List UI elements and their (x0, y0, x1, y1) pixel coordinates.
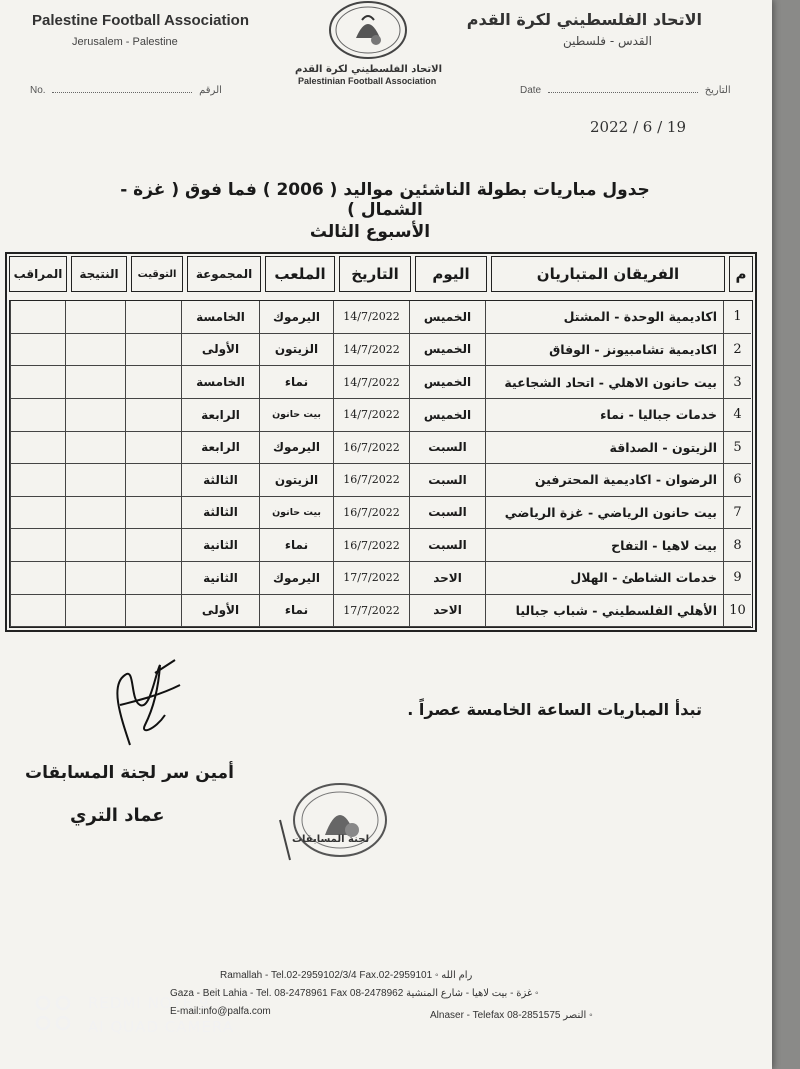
committee-stamp (270, 780, 400, 870)
cell-date: 16/7/2022 (333, 431, 409, 463)
header-teams: الفريقان المتباريان (491, 256, 725, 292)
cell-time (125, 431, 181, 463)
stamp-text: لجنة المسابقات (292, 834, 370, 845)
federation-logo (318, 0, 418, 60)
cell-venue: اليرموك (259, 562, 333, 594)
cell-teams: الزيتون - الصداقة (485, 431, 723, 463)
table-row (10, 366, 751, 399)
cell-observer (10, 464, 65, 496)
cell-num: 2 (723, 334, 751, 366)
cell-day: السبت (409, 497, 485, 529)
ref-number-label-en: No. (30, 85, 46, 96)
document-title: جدول مباريات بطولة الناشئين مواليد ( 2006 ) فما فوق ( غزة - الشمال ) (120, 180, 650, 220)
cell-teams: اكاديمية الوحدة - المشتل (485, 301, 723, 333)
cell-observer (10, 334, 65, 366)
cell-time (125, 594, 181, 626)
logo-caption-en: Palestinian Football Association (298, 76, 437, 86)
cell-time (125, 464, 181, 496)
cell-observer (10, 399, 65, 431)
cell-venue: بيت حانون (259, 399, 333, 431)
ref-number-field (30, 84, 222, 96)
header-date: التاريخ (339, 256, 411, 292)
cell-group: الخامسة (181, 366, 259, 398)
cell-date: 17/7/2022 (333, 562, 409, 594)
cell-time (125, 334, 181, 366)
camera-watermark-model: REDMI NOTE 9 (88, 994, 210, 1012)
cell-venue: اليرموك (259, 431, 333, 463)
cell-observer (10, 497, 65, 529)
table-row (10, 399, 751, 432)
cell-venue: بيت حانون (259, 497, 333, 529)
table-header-row (9, 256, 753, 296)
date-field (520, 84, 731, 96)
cell-day: الاحد (409, 562, 485, 594)
cell-observer (10, 529, 65, 561)
cell-venue: نماء (259, 529, 333, 561)
cell-time (125, 562, 181, 594)
cell-group: الثانية (181, 562, 259, 594)
cell-day: السبت (409, 464, 485, 496)
secretary-title: أمين سر لجنة المسابقات (25, 763, 234, 783)
cell-result (65, 594, 125, 626)
cell-day: السبت (409, 529, 485, 561)
cell-group: الثالثة (181, 464, 259, 496)
header-group: المجموعة (187, 256, 261, 292)
cell-venue: الزيتون (259, 334, 333, 366)
cell-observer (10, 431, 65, 463)
cell-date: 14/7/2022 (333, 399, 409, 431)
cell-teams: خدمات الشاطئ - الهلال (485, 562, 723, 594)
cell-observer (10, 366, 65, 398)
cell-group: الثانية (181, 529, 259, 561)
cell-result (65, 497, 125, 529)
table-row (10, 431, 751, 464)
org-name-en: Palestine Football Association (32, 12, 249, 29)
cell-group: الأولى (181, 594, 259, 626)
footer-email: E-mail:info@palfa.com (170, 1006, 271, 1017)
cell-day: الاحد (409, 594, 485, 626)
cell-teams: بيت حانون الرياضي - غزة الرياضي (485, 497, 723, 529)
cell-num: 9 (723, 562, 751, 594)
camera-watermark-icon (34, 994, 76, 1034)
cell-date: 16/7/2022 (333, 497, 409, 529)
week-label: الأسبوع الثالث (309, 222, 431, 242)
ref-number-label-ar: الرقم (199, 85, 222, 96)
schedule-table-body (9, 300, 753, 628)
cell-teams: بيت لاهيا - التفاح (485, 529, 723, 561)
cell-num: 10 (723, 594, 751, 626)
cell-day: الخميس (409, 366, 485, 398)
cell-num: 1 (723, 301, 751, 333)
cell-num: 5 (723, 431, 751, 463)
cell-time (125, 399, 181, 431)
cell-result (65, 431, 125, 463)
cell-observer (10, 562, 65, 594)
cell-group: الرابعة (181, 399, 259, 431)
cell-venue: نماء (259, 594, 333, 626)
org-city-en: Jerusalem - Palestine (72, 36, 178, 48)
cell-teams: الأهلي الفلسطيني - شباب جباليا (485, 594, 723, 626)
cell-date: 14/7/2022 (333, 334, 409, 366)
cell-num: 6 (723, 464, 751, 496)
table-row (10, 301, 751, 334)
cell-result (65, 334, 125, 366)
table-row (10, 334, 751, 367)
document-date: 2022 / 6 / 19 (590, 118, 686, 136)
cell-teams: بيت حانون الاهلي - اتحاد الشجاعية (485, 366, 723, 398)
cell-date: 14/7/2022 (333, 366, 409, 398)
footer-alnaser: Alnaser - Telefax 08-2851575 النصر ◦ (430, 1010, 593, 1021)
date-label-en: Date (520, 85, 542, 96)
cell-date: 17/7/2022 (333, 594, 409, 626)
cell-result (65, 366, 125, 398)
logo-caption-ar: الاتحاد الفلسطيني لكرة القدم (295, 64, 443, 75)
secretary-name: عماد التري (70, 805, 165, 826)
cell-venue: اليرموك (259, 301, 333, 333)
cell-group: الخامسة (181, 301, 259, 333)
table-row (10, 594, 751, 627)
table-row (10, 497, 751, 530)
cell-date: 14/7/2022 (333, 301, 409, 333)
header-observer: المراقب (9, 256, 67, 292)
cell-group: الرابعة (181, 431, 259, 463)
cell-time (125, 529, 181, 561)
cell-date: 16/7/2022 (333, 464, 409, 496)
cell-venue: الزيتون (259, 464, 333, 496)
table-row (10, 464, 751, 497)
cell-result (65, 529, 125, 561)
cell-teams: الرضوان - اكاديمية المحترفين (485, 464, 723, 496)
header-time: التوقيت (131, 256, 183, 292)
cell-num: 8 (723, 529, 751, 561)
cell-result (65, 399, 125, 431)
cell-result (65, 562, 125, 594)
cell-date: 16/7/2022 (333, 529, 409, 561)
cell-day: الخميس (409, 301, 485, 333)
cell-teams: اكاديمية تشامبيونز - الوفاق (485, 334, 723, 366)
cell-day: السبت (409, 431, 485, 463)
cell-result (65, 301, 125, 333)
table-row (10, 529, 751, 562)
cell-observer (10, 594, 65, 626)
cell-time (125, 497, 181, 529)
org-city-ar: القدس - فلسطين (563, 34, 652, 48)
footer-ramallah: Ramallah - Tel.02-2959102/3/4 Fax.02-2959101 ◦ رام الله (220, 970, 473, 981)
header-day: اليوم (415, 256, 487, 292)
signature (100, 655, 190, 755)
cell-num: 3 (723, 366, 751, 398)
date-label-ar: التاريخ (704, 85, 731, 96)
camera-watermark-caption: AI QUAD CAMERA (88, 1018, 235, 1036)
cell-num: 7 (723, 497, 751, 529)
cell-group: الثالثة (181, 497, 259, 529)
header-result: النتيجة (71, 256, 127, 292)
cell-venue: نماء (259, 366, 333, 398)
cell-time (125, 301, 181, 333)
cell-observer (10, 301, 65, 333)
cell-day: الخميس (409, 399, 485, 431)
table-row (10, 562, 751, 595)
cell-num: 4 (723, 399, 751, 431)
header-num: م (729, 256, 753, 292)
cell-day: الخميس (409, 334, 485, 366)
cell-teams: خدمات جباليا - نماء (485, 399, 723, 431)
start-time-note: تبدأ المباريات الساعة الخامسة عصراً . (407, 700, 702, 719)
cell-result (65, 464, 125, 496)
footer-gaza: Gaza - Beit Lahia - Tel. 08-2478961 Fax 08-2478962 غزة - بيت لاهيا - شارع المنشية ◦ (170, 988, 539, 999)
cell-time (125, 366, 181, 398)
org-name-ar: الاتحاد الفلسطيني لكرة القدم (466, 10, 702, 29)
cell-group: الأولى (181, 334, 259, 366)
header-venue: الملعب (265, 256, 335, 292)
